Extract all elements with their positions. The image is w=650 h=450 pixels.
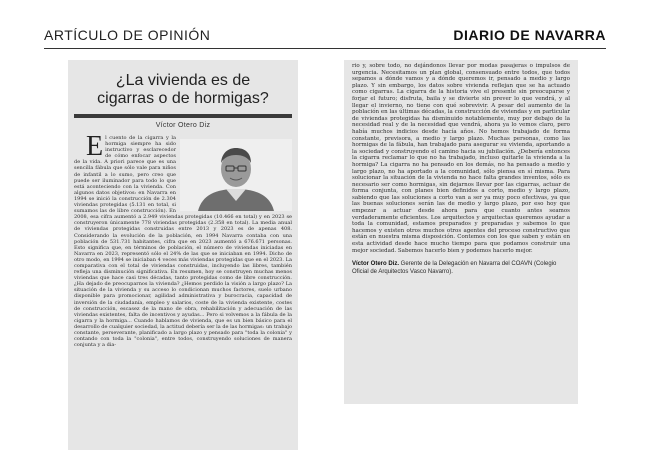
author-portrait <box>180 139 292 211</box>
author-portrait-icon <box>180 139 292 211</box>
article-text-right: rio y, sobre todo, no dejándonos llevar por modas pasajeras o impulsos de urgencia. Necesitamos un plan global, consensuado entre todos, que todos sepamos a dónde vamos y a dónde queremos ir, pensado a medio y largo plazo. Y sin embargo, los datos sobre vivienda reflejan que se ha actuado como cigarras. La cigarra de la historia vive el presente sin preocuparse y forjar el futuro; disfruta, baila y se divierte sin prever lo que vendrá, y al llegar el invierno, no tiene con qué sobrevivir. A pesar del aumento de la población en las últimas décadas, la construcción de viviendas y en particular de viviendas protegidas ha disminuido notablemente, muy por debajo de la necesidad real y de la necesidad que vendrá, ahora ya lo vemos claro, pero había muchos indicios desde hacía años. No hemos trabajado de forma constante, previsora, a medio y largo plazo. Muchas personas, como las hormigas de la fábula, han trabajado para asegurar su vivienda, aportando a la sociedad y construyendo el camino hacia su jubilación. ¿Debería entonces la cigarra reclamar lo que no ha trabajado, incluso quitarle la vivienda a la hormiga? La cigarra no ha pensado en los demás, no ha pensado a medio y largo plazo, no ha aportado a la comunidad, sólo piensa en sí misma. Para solucionar la situación de la vivienda no hace falta grandes inventos, sólo es necesario ser como hormigas, sin dejarnos llevar por las cigarras, actuar de forma conjunta, con planes bien definidos a corto, medio y largo plazo, sabiendo que las soluciones a corto van a ser ya muy poco efectivas, ya que las buenas soluciones serán las de medio y largo plazo, por eso hoy que empezar a actuar desde ahora para que cuanto antes seamos verdaderamente eficientes. Los arquitectos y arquitectas queremos ayudar a toda la comunidad, estamos preparados y preparadas y sabemos lo que hacemos y existen otros muchos otros agentes del proceso constructivo que están en nuestra misma disposición. Contemos con los que saben y están en esta actividad desde hace mucho tiempo para que podamos construir una mejor sociedad. Sabemos hacerlo bien y podemos hacerlo mejor. <box>352 63 570 254</box>
signature-role: Gerente de la Delegación en Navarra del COAVN (Colegio Oficial de Arquitectos Vasco Navarro). <box>352 261 557 275</box>
newspaper-brand: DIARIO DE NAVARRA <box>453 27 606 43</box>
article-clipping-left <box>68 60 298 450</box>
article-text-left: l cuento de la cigarra y la hormiga siempre ha sido instructivo y esclarecedor de cómo enfocar aspectos de la vida. A priori parece que es una sencilla fábula que sólo vale para niños de infantil a lo sumo, pero creo que puede ser iluminador para todo lo que está aconteciendo con la vivienda. Con algunos datos objetivos: en Navarra en 1994 se inició la construcción de 2.304 viviendas protegidas (5.131 en total, si sumamos las de libre construcción). En 2008, esa cifra aumentó a 2.949 viviendas protegidas (10.466 en total) y en 2023 se construyeron únicamente 778 viviendas protegidas (2.358 en total). La media anual de viviendas protegidas construidas entre 2013 y 2023 es de apenas 408. Considerando la evolución de la población, en 1994 Navarra contaba con una población de 531.731 habitantes, cifra que en 2023 aumentó a 676.671 personas. Esto significa que, en términos de población, el número de viviendas iniciadas en Navarra en 2023, representó sólo el 24% de las que se iniciaban en 1994. Dicho de otro modo, en 1994 se iniciaban 4 veces más viviendas protegidas que en el 2023. La comparativa con el total de viviendas construidas, incluyendo las libres, también refleja una disminución significativa. En resumen, hoy se construyen muchas menos viviendas que hace casi tres décadas, tanto protegidas como de libre construcción. ¿Ha dejado de preocuparnos la vivienda? ¿Hemos perdido la visión a largo plazo? La situación de la vivienda y su acceso lo condicionan muchos factores, suelo urbano disponible para promocionar, agilidad administrativa y burocracia, capacidad de inversión de la ciudadanía, empleo y salarios, coste de la vivienda existente, costes de construcción, escasez de la mano de obra, rehabilitación y adecuación de las viviendas existentes, falta de incentivos y ayudas... Pero si volvemos a la fábula de la cigarra y la hormiga... Cuando hablamos de vivienda, que es un bien básico para el desarrollo de cualquier sociedad, la actitud debería ser la de las hormigas: un trabajo constante, perseverante, planificado a largo plazo y pensado para "toda la colonia" y contando con toda la "colonia", entre todos, construyendo soluciones de manera conjunta y a dia- <box>74 135 292 349</box>
article-body-left <box>74 131 292 349</box>
page-header <box>44 24 606 46</box>
article-title: ¿La vivienda es de cigarras o de hormigas? <box>97 72 269 107</box>
signature-name: Víctor Otero Diz. <box>352 261 400 268</box>
section-label: ARTÍCULO DE OPINIÓN <box>44 27 211 43</box>
header-divider <box>44 48 606 49</box>
drop-cap: E <box>86 131 104 162</box>
title-rule <box>74 114 292 118</box>
author-signature <box>352 261 570 276</box>
article-clipping-right <box>344 60 578 404</box>
article-byline: Víctor Otero Diz <box>155 122 211 129</box>
